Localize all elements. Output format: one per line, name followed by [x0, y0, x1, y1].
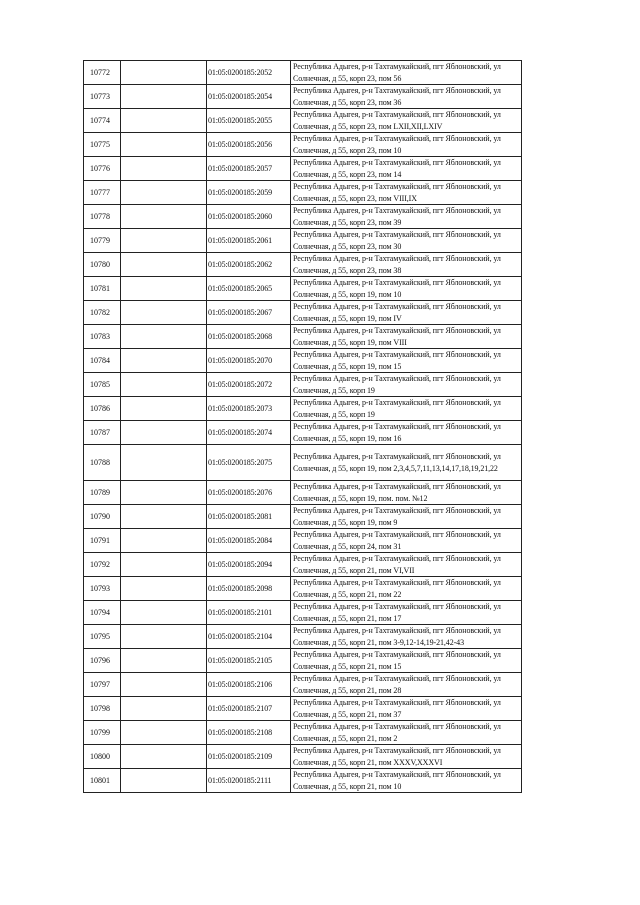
table-row — [84, 553, 522, 577]
row-number-cell: 10801 — [84, 769, 121, 793]
address-cell: Республика Адыгея, р-н Тахтамукайский, пгт Яблоновский, ул Солнечная, д 55, корп 23, пом 56 — [291, 61, 522, 85]
cadastral-number-cell: 01:05:0200185:2059 — [207, 181, 291, 205]
empty-cell — [121, 673, 207, 697]
cadastral-number-cell: 01:05:0200185:2084 — [207, 529, 291, 553]
row-number-cell: 10778 — [84, 205, 121, 229]
cadastral-number-cell: 01:05:0200185:2061 — [207, 229, 291, 253]
table-row — [84, 85, 522, 109]
address-cell: Республика Адыгея, р-н Тахтамукайский, пгт Яблоновский, ул Солнечная, д 55, корп 23, пом VIII,IX — [291, 181, 522, 205]
cadastral-number-cell: 01:05:0200185:2074 — [207, 421, 291, 445]
address-cell: Республика Адыгея, р-н Тахтамукайский, пгт Яблоновский, ул Солнечная, д 55, корп 24, пом 31 — [291, 529, 522, 553]
address-cell: Республика Адыгея, р-н Тахтамукайский, пгт Яблоновский, ул Солнечная, д 55, корп 19, пом 2,3,4,5,7,11,13,14,17,18,19,21,22 — [291, 445, 522, 481]
address-cell: Республика Адыгея, р-н Тахтамукайский, пгт Яблоновский, ул Солнечная, д 55, корп 19, пом 9 — [291, 505, 522, 529]
table-row — [84, 277, 522, 301]
table-row — [84, 397, 522, 421]
row-number-cell: 10786 — [84, 397, 121, 421]
table-row — [84, 109, 522, 133]
cadastral-number-cell: 01:05:0200185:2065 — [207, 277, 291, 301]
address-cell: Республика Адыгея, р-н Тахтамукайский, пгт Яблоновский, ул Солнечная, д 55, корп 23, пом LXII,XII,LXIV — [291, 109, 522, 133]
table-row — [84, 721, 522, 745]
cadastral-number-cell: 01:05:0200185:2068 — [207, 325, 291, 349]
address-cell: Республика Адыгея, р-н Тахтамукайский, пгт Яблоновский, ул Солнечная, д 55, корп 19 — [291, 397, 522, 421]
cadastral-number-cell: 01:05:0200185:2072 — [207, 373, 291, 397]
empty-cell — [121, 649, 207, 673]
cadastral-number-cell: 01:05:0200185:2111 — [207, 769, 291, 793]
cadastral-number-cell: 01:05:0200185:2056 — [207, 133, 291, 157]
address-cell: Республика Адыгея, р-н Тахтамукайский, пгт Яблоновский, ул Солнечная, д 55, корп 19 — [291, 373, 522, 397]
table-row — [84, 301, 522, 325]
empty-cell — [121, 253, 207, 277]
row-number-cell: 10792 — [84, 553, 121, 577]
cadastral-number-cell: 01:05:0200185:2052 — [207, 61, 291, 85]
table-row — [84, 229, 522, 253]
empty-cell — [121, 373, 207, 397]
table-row — [84, 133, 522, 157]
address-cell: Республика Адыгея, р-н Тахтамукайский, пгт Яблоновский, ул Солнечная, д 55, корп 21, пом 3-9,12-14,19-21,42-43 — [291, 625, 522, 649]
table-row — [84, 421, 522, 445]
table-row — [84, 505, 522, 529]
table-row — [84, 373, 522, 397]
cadastral-number-cell: 01:05:0200185:2107 — [207, 697, 291, 721]
row-number-cell: 10784 — [84, 349, 121, 373]
row-number-cell: 10781 — [84, 277, 121, 301]
cadastral-number-cell: 01:05:0200185:2075 — [207, 445, 291, 481]
row-number-cell: 10789 — [84, 481, 121, 505]
row-number-cell: 10798 — [84, 697, 121, 721]
cadastral-number-cell: 01:05:0200185:2062 — [207, 253, 291, 277]
cadastral-number-cell: 01:05:0200185:2105 — [207, 649, 291, 673]
address-cell: Республика Адыгея, р-н Тахтамукайский, пгт Яблоновский, ул Солнечная, д 55, корп 21, пом 2 — [291, 721, 522, 745]
table-row — [84, 745, 522, 769]
address-cell: Республика Адыгея, р-н Тахтамукайский, пгт Яблоновский, ул Солнечная, д 55, корп 21, пом 17 — [291, 601, 522, 625]
empty-cell — [121, 625, 207, 649]
row-number-cell: 10793 — [84, 577, 121, 601]
row-number-cell: 10785 — [84, 373, 121, 397]
address-cell: Республика Адыгея, р-н Тахтамукайский, пгт Яблоновский, ул Солнечная, д 55, корп 19, пом 10 — [291, 277, 522, 301]
cadastral-number-cell: 01:05:0200185:2109 — [207, 745, 291, 769]
empty-cell — [121, 769, 207, 793]
table-row — [84, 577, 522, 601]
empty-cell — [121, 61, 207, 85]
address-cell: Республика Адыгея, р-н Тахтамукайский, пгт Яблоновский, ул Солнечная, д 55, корп 23, пом 39 — [291, 205, 522, 229]
empty-cell — [121, 553, 207, 577]
cadastral-number-cell: 01:05:0200185:2055 — [207, 109, 291, 133]
empty-cell — [121, 181, 207, 205]
row-number-cell: 10777 — [84, 181, 121, 205]
table-row — [84, 601, 522, 625]
empty-cell — [121, 481, 207, 505]
cadastral-number-cell: 01:05:0200185:2073 — [207, 397, 291, 421]
address-cell: Республика Адыгея, р-н Тахтамукайский, пгт Яблоновский, ул Солнечная, д 55, корп 21, пом 28 — [291, 673, 522, 697]
cadastral-number-cell: 01:05:0200185:2067 — [207, 301, 291, 325]
empty-cell — [121, 697, 207, 721]
table-row — [84, 769, 522, 793]
cadastral-number-cell: 01:05:0200185:2060 — [207, 205, 291, 229]
row-number-cell: 10783 — [84, 325, 121, 349]
row-number-cell: 10799 — [84, 721, 121, 745]
address-cell: Республика Адыгея, р-н Тахтамукайский, пгт Яблоновский, ул Солнечная, д 55, корп 21, пом 22 — [291, 577, 522, 601]
cadastral-number-cell: 01:05:0200185:2101 — [207, 601, 291, 625]
cadastral-number-cell: 01:05:0200185:2098 — [207, 577, 291, 601]
row-number-cell: 10772 — [84, 61, 121, 85]
row-number-cell: 10797 — [84, 673, 121, 697]
empty-cell — [121, 397, 207, 421]
address-cell: Республика Адыгея, р-н Тахтамукайский, пгт Яблоновский, ул Солнечная, д 55, корп 21, пом 15 — [291, 649, 522, 673]
table-row — [84, 529, 522, 553]
row-number-cell: 10775 — [84, 133, 121, 157]
table-row — [84, 445, 522, 481]
document-page — [83, 60, 521, 793]
empty-cell — [121, 349, 207, 373]
address-cell: Республика Адыгея, р-н Тахтамукайский, пгт Яблоновский, ул Солнечная, д 55, корп 19, пом IV — [291, 301, 522, 325]
row-number-cell: 10790 — [84, 505, 121, 529]
row-number-cell: 10795 — [84, 625, 121, 649]
address-cell: Республика Адыгея, р-н Тахтамукайский, пгт Яблоновский, ул Солнечная, д 55, корп 23, пом 10 — [291, 133, 522, 157]
property-table — [83, 60, 522, 793]
empty-cell — [121, 721, 207, 745]
empty-cell — [121, 529, 207, 553]
address-cell: Республика Адыгея, р-н Тахтамукайский, пгт Яблоновский, ул Солнечная, д 55, корп 21, пом VI,VII — [291, 553, 522, 577]
cadastral-number-cell: 01:05:0200185:2081 — [207, 505, 291, 529]
empty-cell — [121, 109, 207, 133]
address-cell: Республика Адыгея, р-н Тахтамукайский, пгт Яблоновский, ул Солнечная, д 55, корп 23, пом 14 — [291, 157, 522, 181]
table-row — [84, 157, 522, 181]
cadastral-number-cell: 01:05:0200185:2070 — [207, 349, 291, 373]
address-cell: Республика Адыгея, р-н Тахтамукайский, пгт Яблоновский, ул Солнечная, д 55, корп 23, пом 38 — [291, 253, 522, 277]
row-number-cell: 10776 — [84, 157, 121, 181]
empty-cell — [121, 577, 207, 601]
address-cell: Республика Адыгея, р-н Тахтамукайский, пгт Яблоновский, ул Солнечная, д 55, корп 19, пом. пом. №12 — [291, 481, 522, 505]
empty-cell — [121, 85, 207, 109]
row-number-cell: 10779 — [84, 229, 121, 253]
row-number-cell: 10794 — [84, 601, 121, 625]
address-cell: Республика Адыгея, р-н Тахтамукайский, пгт Яблоновский, ул Солнечная, д 55, корп 19, пом 15 — [291, 349, 522, 373]
empty-cell — [121, 421, 207, 445]
empty-cell — [121, 325, 207, 349]
table-row — [84, 481, 522, 505]
empty-cell — [121, 133, 207, 157]
table-row — [84, 697, 522, 721]
row-number-cell: 10787 — [84, 421, 121, 445]
table-row — [84, 625, 522, 649]
row-number-cell: 10791 — [84, 529, 121, 553]
row-number-cell: 10796 — [84, 649, 121, 673]
cadastral-number-cell: 01:05:0200185:2054 — [207, 85, 291, 109]
empty-cell — [121, 505, 207, 529]
row-number-cell: 10782 — [84, 301, 121, 325]
table-row — [84, 253, 522, 277]
cadastral-number-cell: 01:05:0200185:2104 — [207, 625, 291, 649]
empty-cell — [121, 157, 207, 181]
cadastral-number-cell: 01:05:0200185:2094 — [207, 553, 291, 577]
cadastral-number-cell: 01:05:0200185:2108 — [207, 721, 291, 745]
address-cell: Республика Адыгея, р-н Тахтамукайский, пгт Яблоновский, ул Солнечная, д 55, корп 23, пом 36 — [291, 85, 522, 109]
table-row — [84, 649, 522, 673]
row-number-cell: 10774 — [84, 109, 121, 133]
empty-cell — [121, 745, 207, 769]
table-row — [84, 61, 522, 85]
empty-cell — [121, 445, 207, 481]
empty-cell — [121, 601, 207, 625]
row-number-cell: 10773 — [84, 85, 121, 109]
table-row — [84, 181, 522, 205]
table-body — [84, 61, 522, 793]
empty-cell — [121, 229, 207, 253]
address-cell: Республика Адыгея, р-н Тахтамукайский, пгт Яблоновский, ул Солнечная, д 55, корп 21, пом 37 — [291, 697, 522, 721]
table-row — [84, 325, 522, 349]
empty-cell — [121, 205, 207, 229]
address-cell: Республика Адыгея, р-н Тахтамукайский, пгт Яблоновский, ул Солнечная, д 55, корп 21, пом XXXV,XXXVI — [291, 745, 522, 769]
address-cell: Республика Адыгея, р-н Тахтамукайский, пгт Яблоновский, ул Солнечная, д 55, корп 19, пом VIII — [291, 325, 522, 349]
address-cell: Республика Адыгея, р-н Тахтамукайский, пгт Яблоновский, ул Солнечная, д 55, корп 21, пом 10 — [291, 769, 522, 793]
empty-cell — [121, 301, 207, 325]
cadastral-number-cell: 01:05:0200185:2057 — [207, 157, 291, 181]
table-row — [84, 349, 522, 373]
table-row — [84, 205, 522, 229]
cadastral-number-cell: 01:05:0200185:2106 — [207, 673, 291, 697]
row-number-cell: 10788 — [84, 445, 121, 481]
row-number-cell: 10780 — [84, 253, 121, 277]
cadastral-number-cell: 01:05:0200185:2076 — [207, 481, 291, 505]
address-cell: Республика Адыгея, р-н Тахтамукайский, пгт Яблоновский, ул Солнечная, д 55, корп 19, пом 16 — [291, 421, 522, 445]
table-row — [84, 673, 522, 697]
row-number-cell: 10800 — [84, 745, 121, 769]
empty-cell — [121, 277, 207, 301]
address-cell: Республика Адыгея, р-н Тахтамукайский, пгт Яблоновский, ул Солнечная, д 55, корп 23, пом 30 — [291, 229, 522, 253]
